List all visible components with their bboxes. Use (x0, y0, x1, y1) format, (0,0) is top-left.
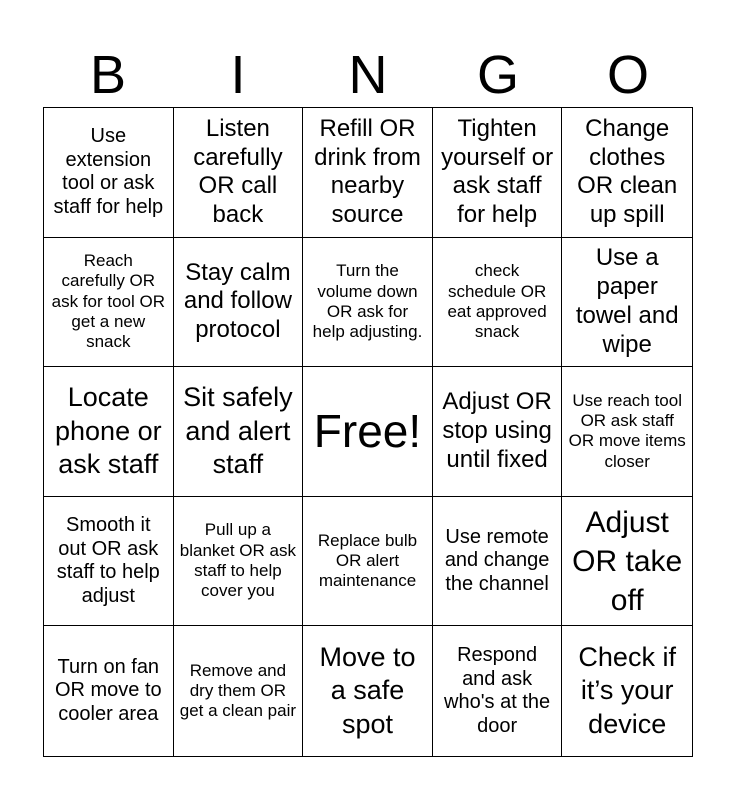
free-space: Free! (303, 367, 433, 497)
bingo-cell: Pull up a blanket OR ask staff to help cover you (174, 497, 304, 627)
bingo-cell: Change clothes OR clean up spill (562, 108, 692, 238)
bingo-cell: Smooth it out OR ask staff to help adjust (44, 497, 174, 627)
bingo-header (43, 44, 693, 106)
bingo-cell: Move to a safe spot (303, 626, 433, 756)
bingo-cell: check schedule OR eat approved snack (433, 238, 563, 368)
header-letter-b: B (89, 45, 127, 105)
bingo-cell: Replace bulb OR alert maintenance (303, 497, 433, 627)
header-letter-n: N (348, 45, 388, 105)
bingo-cell: Check if it’s your device (578, 641, 676, 740)
bingo-cell: Refill OR drink from nearby source (303, 108, 433, 238)
bingo-cell: Stay calm and follow protocol (174, 238, 304, 368)
bingo-cell: Reach carefully OR ask for tool OR get a new snack (44, 238, 174, 368)
bingo-cell: Adjust OR stop using until fixed (433, 367, 563, 497)
bingo-cell: Sit safely and alert staff (174, 367, 304, 497)
header-letter-o: O (606, 45, 649, 105)
bingo-cell: Tighten yourself or ask staff for help (433, 108, 563, 238)
bingo-cell: Use reach tool OR ask staff OR move items closer (562, 367, 692, 497)
bingo-cell: Remove and dry them OR get a clean pair (174, 626, 304, 756)
bingo-cell: Use remote and change the channel (433, 497, 563, 627)
bingo-cell: Use extension tool or ask staff for help (44, 108, 174, 238)
bingo-board (43, 107, 693, 757)
bingo-cell: Adjust OR take off (562, 497, 692, 627)
header-letter-g: G (476, 45, 519, 105)
bingo-cell: Respond and ask who's at the door (433, 626, 563, 756)
bingo-cell: Locate phone or ask staff (44, 367, 174, 497)
bingo-cell: Turn the volume down OR ask for help adjusting. (303, 238, 433, 368)
header-letter-i: I (230, 45, 246, 105)
bingo-cell: Use a paper towel and wipe (562, 238, 692, 368)
bingo-cell: Turn on fan OR move to cooler area (44, 626, 174, 756)
bingo-cell: Listen carefully OR call back (174, 108, 304, 238)
